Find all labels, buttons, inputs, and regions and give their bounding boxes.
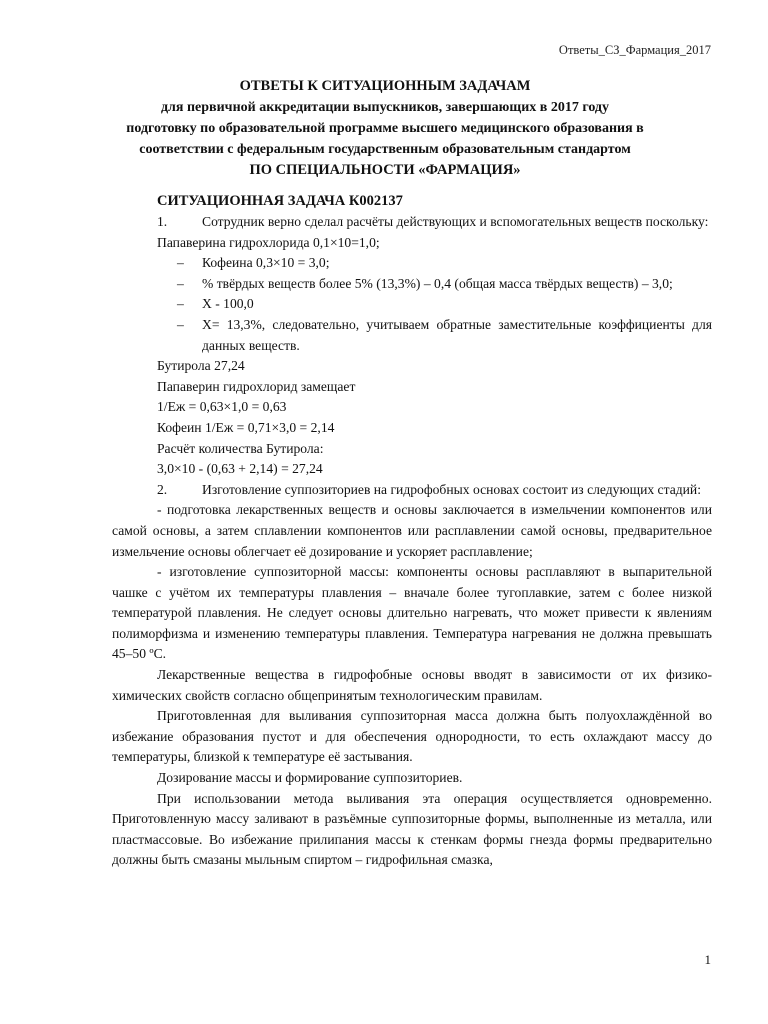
dash-icon: – — [177, 316, 184, 332]
bullet-text: Х - 100,0 — [202, 296, 254, 312]
item-1-text: Сотрудник верно сделал расчёты действующих и вспомогательных веществ поскольку: — [202, 214, 709, 229]
bullet-text: % твёрдых веществ более 5% (13,3%) – 0,4 (общая масса твёрдых веществ) – 3,0; — [202, 275, 673, 291]
answer-item-1 — [112, 212, 712, 233]
title-line-3: подготовку по образовательной программе высшего медицинского образования в — [126, 121, 644, 136]
dash-icon: – — [177, 275, 184, 291]
bullet-item — [112, 294, 712, 315]
stage-paragraph: - подготовка лекарственных веществ и основы заключается в измельчении компонентов или самой основы, а затем сплавлении компонентов или расплавлении самой основы, предварительное измельчение основы облегчает её дозирование и ускоряет расплавление; — [112, 502, 712, 559]
document-body — [112, 212, 712, 871]
formula-line: 1/Еж = 0,63×1,0 = 0,63 — [157, 399, 287, 415]
body-paragraph: При использовании метода выливания эта операция осуществляется одновременно. Приготовленную массу заливают в разъёмные суппозиторные формы, выполненные из металла, или пластмассовые. Во избежание прилипания массы к стенкам формы гнезда формы предварительно должны быть смазаны мыльным спиртом – гидрофильная смазка, — [112, 790, 712, 868]
title-line-1: ОТВЕТЫ К СИТУАЦИОННЫМ ЗАДАЧАМ — [239, 78, 531, 94]
butirol-line: Бутирола 27,24 — [157, 358, 245, 374]
body-paragraph: Приготовленная для выливания суппозиторная масса должна быть полуохлаждённой во избежание образования пустот и для обеспечения однородности, то есть охлаждают массу до температуры, близкой к температуре её застывания. — [112, 708, 712, 765]
dash-icon: – — [177, 296, 184, 312]
papaverine-line: Папаверина гидрохлорида 0,1×10=1,0; — [157, 234, 380, 250]
formula-line: 3,0×10 - (0,63 + 2,14) = 27,24 — [157, 461, 323, 477]
bullet-item — [112, 253, 712, 274]
body-paragraph: Лекарственные вещества в гидрофобные основы вводят в зависимости от их физико-химических свойств согласно общепринятым технологическим правилам. — [112, 667, 712, 703]
formula-line: Кофеин 1/Еж = 0,71×3,0 = 2,14 — [157, 419, 335, 435]
title-line-5: ПО СПЕЦИАЛЬНОСТИ «ФАРМАЦИЯ» — [249, 162, 521, 178]
bullet-text: Х= 13,3%, следовательно, учитываем обратные заместительные коэффициенты для данных веществ. — [202, 316, 712, 353]
title-line-2: для первичной аккредитации выпускников, завершающих в 2017 году — [160, 100, 610, 115]
item-1-number: 1. — [157, 214, 168, 229]
page-number: 1 — [704, 952, 711, 967]
dash-icon: – — [177, 255, 184, 271]
calc-label: Расчёт количества Бутирола: — [157, 440, 324, 456]
body-paragraph: Дозирование массы и формирование суппозиториев. — [157, 770, 463, 786]
stage-paragraph: - изготовление суппозиторной массы: компоненты основы расплавляют в выпарительной чашке с учётом их температуры плавления – вначале более тугоплавкие, затем с более низкой температурой плавления. Не следует основы длительно нагревать, что может привести к явлениям полиморфизма и изменению температуры плавления. Температура нагревания не должна превышать 45–50 ºС. — [112, 564, 712, 662]
bullet-item — [112, 315, 712, 356]
bullet-item — [112, 274, 712, 295]
title-line-4: соответствии с федеральным государственным образовательным стандартом — [139, 142, 631, 157]
section-title: СИТУАЦИОННАЯ ЗАДАЧА К002137 — [157, 193, 403, 209]
answer-item-2 — [112, 480, 712, 501]
item-2-number: 2. — [157, 481, 168, 497]
bullet-text: Кофеина 0,3×10 = 3,0; — [202, 255, 330, 271]
file-label: Ответы_СЗ_Фармация_2017 — [558, 43, 711, 57]
document-title — [100, 76, 670, 181]
papaverine-replace-line: Папаверин гидрохлорид замещает — [157, 378, 356, 394]
item-2-text: Изготовление суппозиториев на гидрофобных основах состоит из следующих стадий: — [202, 481, 701, 497]
